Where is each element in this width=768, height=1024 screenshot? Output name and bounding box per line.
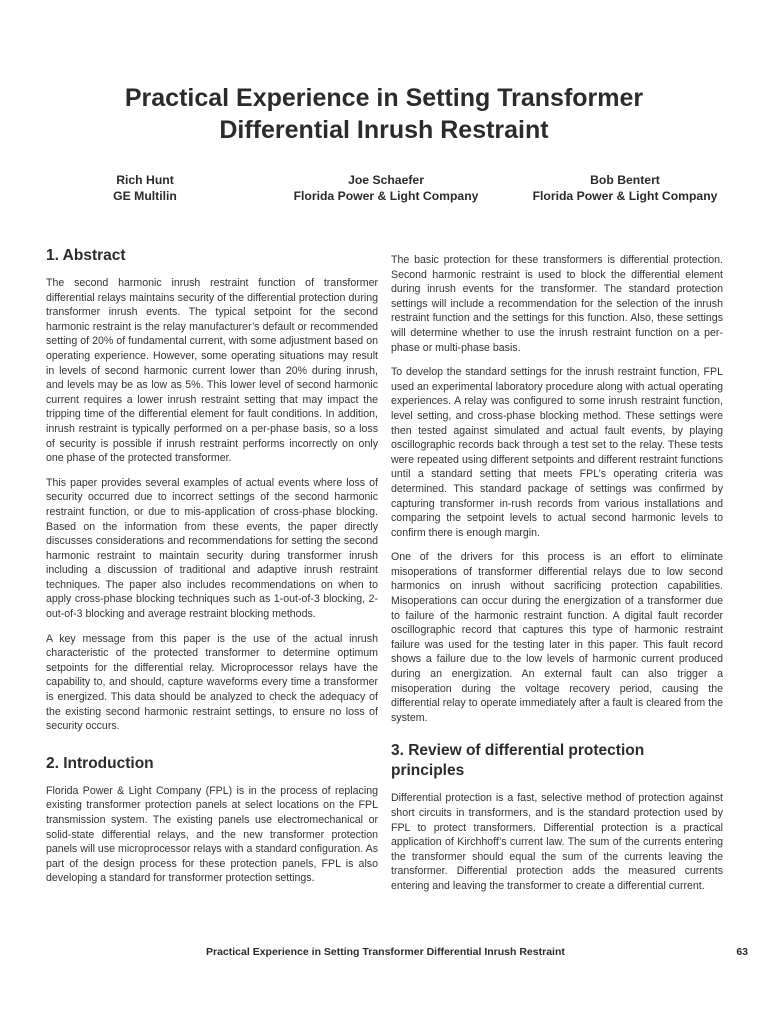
author-affiliation: Florida Power & Light Company: [293, 189, 479, 203]
page-number: 63: [736, 946, 748, 958]
author-affiliation: GE Multilin: [113, 189, 177, 203]
paper-title: [40, 82, 728, 146]
author-affiliation: Florida Power & Light Company: [532, 189, 718, 203]
title-line-1: Practical Experience in Setting Transformer: [124, 84, 644, 112]
author-name: Joe Schaefer: [348, 173, 424, 187]
right-column: [391, 253, 723, 904]
introduction-paragraph: Florida Power & Light Company (FPL) is in the process of replacing existing transformer protection panels at select locations on the FPL transmission system. The existing panels use electromechanical or solid-state differential relays, and the new transformer protection panels will use microprocessor relays with a standard configuration. As part of the design process for these protection panels, FPL is also developing a standard for transformer protection settings.: [46, 784, 378, 885]
abstract-heading: 1. Abstract: [46, 247, 126, 264]
author-list: [40, 172, 728, 204]
abstract-paragraph: This paper provides several examples of actual events where loss of security occurred due to incorrect settings of the second harmonic restraint function, or due to mis-application of cross-phase blocking. Based on the information from these events, the paper directly discusses considerations and recommendations for setting the second harmonic restraint to maintain security during transformer inrush including a discussion of traditional and adaptive inrush restraint techniques. The paper also includes recommendations on when to apply cross-phase blocking techniques such as 1-out-of-3 blocking, 2-out-of-3 blocking and average restraint blocking methods.: [46, 476, 378, 621]
introduction-heading: 2. Introduction: [46, 754, 154, 772]
author-name: Bob Bentert: [590, 173, 660, 187]
author-block: [522, 172, 728, 204]
abstract-paragraph: A key message from this paper is the use of the actual inrush characteristic of the protected transformer to determine optimum setpoints for the differential relay. Microprocessor relays have the capability to, and should, capture waveforms every time a transformer is energized. This data should be analyzed to check the adequacy of the existing second harmonic restraint settings, to ensure no loss of security occurs.: [46, 632, 378, 733]
review-heading-line-2: principles: [391, 762, 465, 780]
title-line-2: Differential Inrush Restraint: [219, 116, 549, 144]
page-footer: [46, 946, 748, 964]
body-paragraph: To develop the standard settings for the inrush restraint function, FPL used an experimental laboratory procedure along with actual operating experiences. A relay was configured to some inrush restraint function, level setting, and cross-phase blocking method. These settings were then tested against simulated and actual fault events, by playing oscillographic records back through a test set to the relay. These tests were repeated using different setpoints and different restraint functions until a standard setting that meets FPL’s operating criteria was determined. This standard package of settings was confirmed by capturing transformer in-rush records from various installations and comparing the setpoint levels to actual second harmonic levels to confirm there is enough margin.: [391, 366, 723, 539]
author-name: Rich Hunt: [116, 173, 174, 187]
running-title: Practical Experience in Setting Transformer Differential Inrush Restraint: [206, 946, 565, 958]
author-block: [40, 172, 250, 204]
body-paragraph: One of the drivers for this process is an effort to eliminate misoperations of transformer differential relays due to low second harmonics on inrush without sacrificing protection capabilities. Misoperations can occur during the energization of a transformer due to failure of the harmonic restraint function. A digital fault recorder oscillographic record that captures this type of harmonic restraint failure was used for the testing later in this paper. This fault record shows a failure due to the low levels of harmonic current produced during an energization. An external fault can also trigger a misoperation during the voltage recovery period, causing the differential relay to operate immediately after a fault is cleared from the system.: [391, 551, 723, 724]
review-heading: [391, 741, 723, 781]
abstract-paragraph: The second harmonic inrush restraint function of transformer differential relays maintains security of the differential protection during transformer inrush events. The typical setpoint for the second harmonic restraint is the relay manufacturer’s default or recommended setting of 20% of fundamental current, with some adjustment based on operating experience. However, some operating situations may result in levels of second harmonic current lower than 20% during inrush, and levels may be as low as 5%. This lower level of second harmonic current requires a lower inrush restraint setting that may impact the tripping time of the differential element for fault conditions. In addition, inrush restraint is typically performed on a per-phase basis, so a loss of security is possible if inrush restraint performs incorrectly on only one phase of the protected transformer.: [46, 277, 378, 465]
body-paragraph: The basic protection for these transformers is differential protection. Second harmonic restraint is used to block the differential element during inrush events for the transformer. The standard protection settings will include a recommendation for the selection of the inrush restraint function and the settings for this function. Also, these settings will determine whether to use the inrush restraint function on a per-phase or multi-phase basis.: [391, 254, 723, 354]
review-heading-line-1: 3. Review of differential protection: [391, 742, 645, 760]
author-block: [250, 172, 522, 204]
left-column: [46, 246, 378, 896]
review-paragraph: Differential protection is a fast, selective method of protection against short circuits in transformers, and is the standard protection used by FPL to protect transformers. Differential protection is a practical application of Kirchhoff’s current law. The sum of the currents entering the transformer should equal the sum of the currents leaving the transformer. Differential protection adds the measured currents entering and leaving the transformer to create a differential current.: [391, 792, 723, 892]
